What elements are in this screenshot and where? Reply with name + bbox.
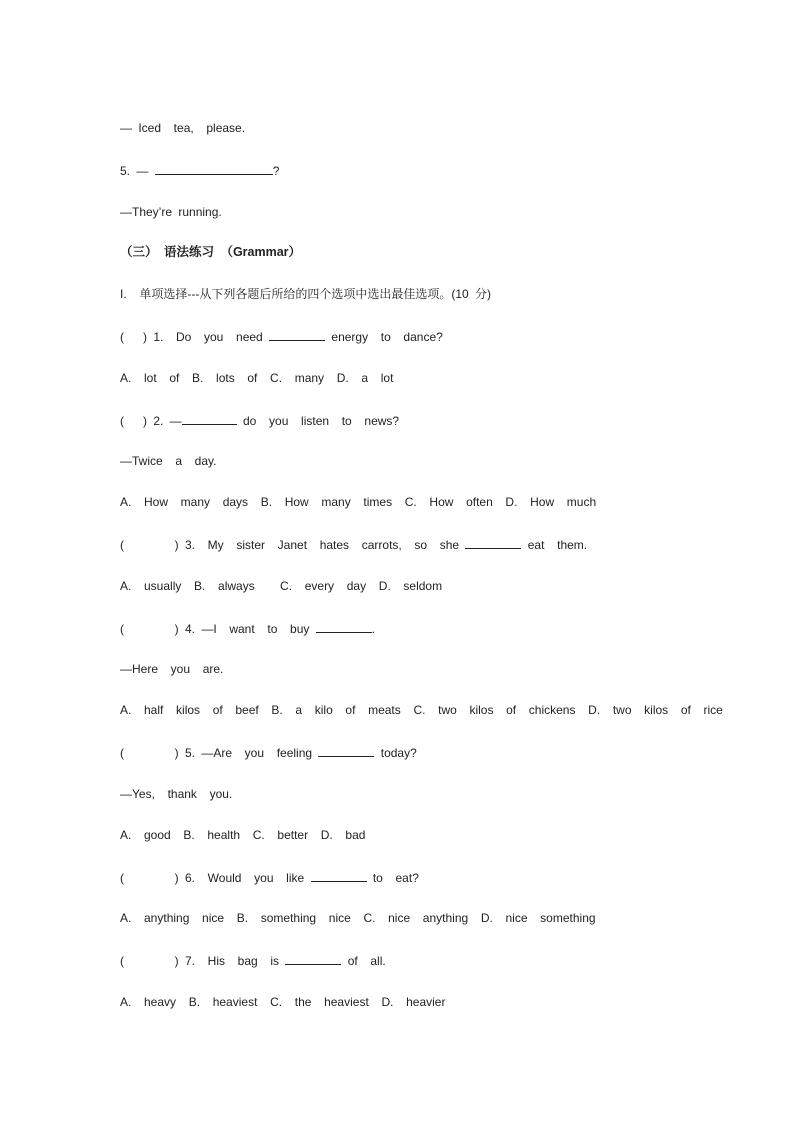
question-text: to eat?: [366, 871, 419, 885]
answer-blank: [465, 536, 521, 549]
dialogue-line: — Iced tea, please.: [120, 121, 246, 135]
question-2-answer: —Twice a day.: [120, 454, 217, 468]
question-4: [120, 620, 375, 637]
answer-blank: [318, 744, 374, 757]
question-7: [120, 952, 386, 969]
question-5: [120, 744, 417, 761]
question-4-answer: —Here you are.: [120, 662, 224, 676]
question-2-options: A. How many days B. How many times C. How often D. How much: [120, 495, 597, 509]
question-5-options: A. good B. health C. better D. bad: [120, 828, 366, 842]
question-text: ( ) 2. —: [120, 414, 182, 428]
question-2: [120, 412, 399, 429]
answer-blank: [182, 412, 237, 425]
section-heading: （三） 语法练习 （Grammar）: [120, 245, 302, 259]
question-text: ( ) 4. —I want to buy: [120, 622, 316, 636]
question-text: ( ) 1. Do you need: [120, 330, 270, 344]
question-5-answer: —Yes, thank you.: [120, 787, 233, 801]
question-3-options: A. usually B. always C. every day D. seldom: [120, 579, 443, 593]
question-text: do you listen to news?: [236, 414, 400, 428]
question-5-dialogue: [120, 162, 279, 179]
answer-blank: [311, 869, 367, 882]
answer-blank: [269, 328, 325, 341]
question-6-options: A. anything nice B. something nice C. nice anything D. nice something: [120, 911, 596, 925]
question-text: ( ) 7. His bag is: [120, 954, 286, 968]
dialogue-line: —They’re running.: [120, 205, 222, 219]
question-text: eat them.: [521, 538, 588, 552]
question-text: .: [371, 622, 376, 636]
question-text: of all.: [341, 954, 386, 968]
instructions: I. 单项选择---从下列各题后所给的四个选项中选出最佳选项。(10 分): [120, 287, 492, 301]
question-text: ?: [272, 164, 280, 178]
answer-blank: [316, 620, 372, 633]
question-7-options: A. heavy B. heaviest C. the heaviest D. heavier: [120, 995, 446, 1009]
question-text: today?: [374, 746, 417, 760]
answer-blank: [285, 952, 341, 965]
question-1-options: A. lot of B. lots of C. many D. a lot: [120, 371, 394, 385]
question-6: [120, 869, 419, 886]
question-3: [120, 536, 587, 553]
question-4-options: A. half kilos of beef B. a kilo of meats C. two kilos of chickens D. two kilos of rice: [120, 703, 723, 717]
question-text: energy to dance?: [325, 330, 443, 344]
question-text: ( ) 5. —Are you feeling: [120, 746, 319, 760]
answer-blank: [155, 162, 273, 175]
question-text: ( ) 3. My sister Janet hates carrots, so she: [120, 538, 466, 552]
question-text: ( ) 6. Would you like: [120, 871, 311, 885]
question-1: [120, 328, 443, 345]
question-text: 5. —: [120, 164, 155, 178]
